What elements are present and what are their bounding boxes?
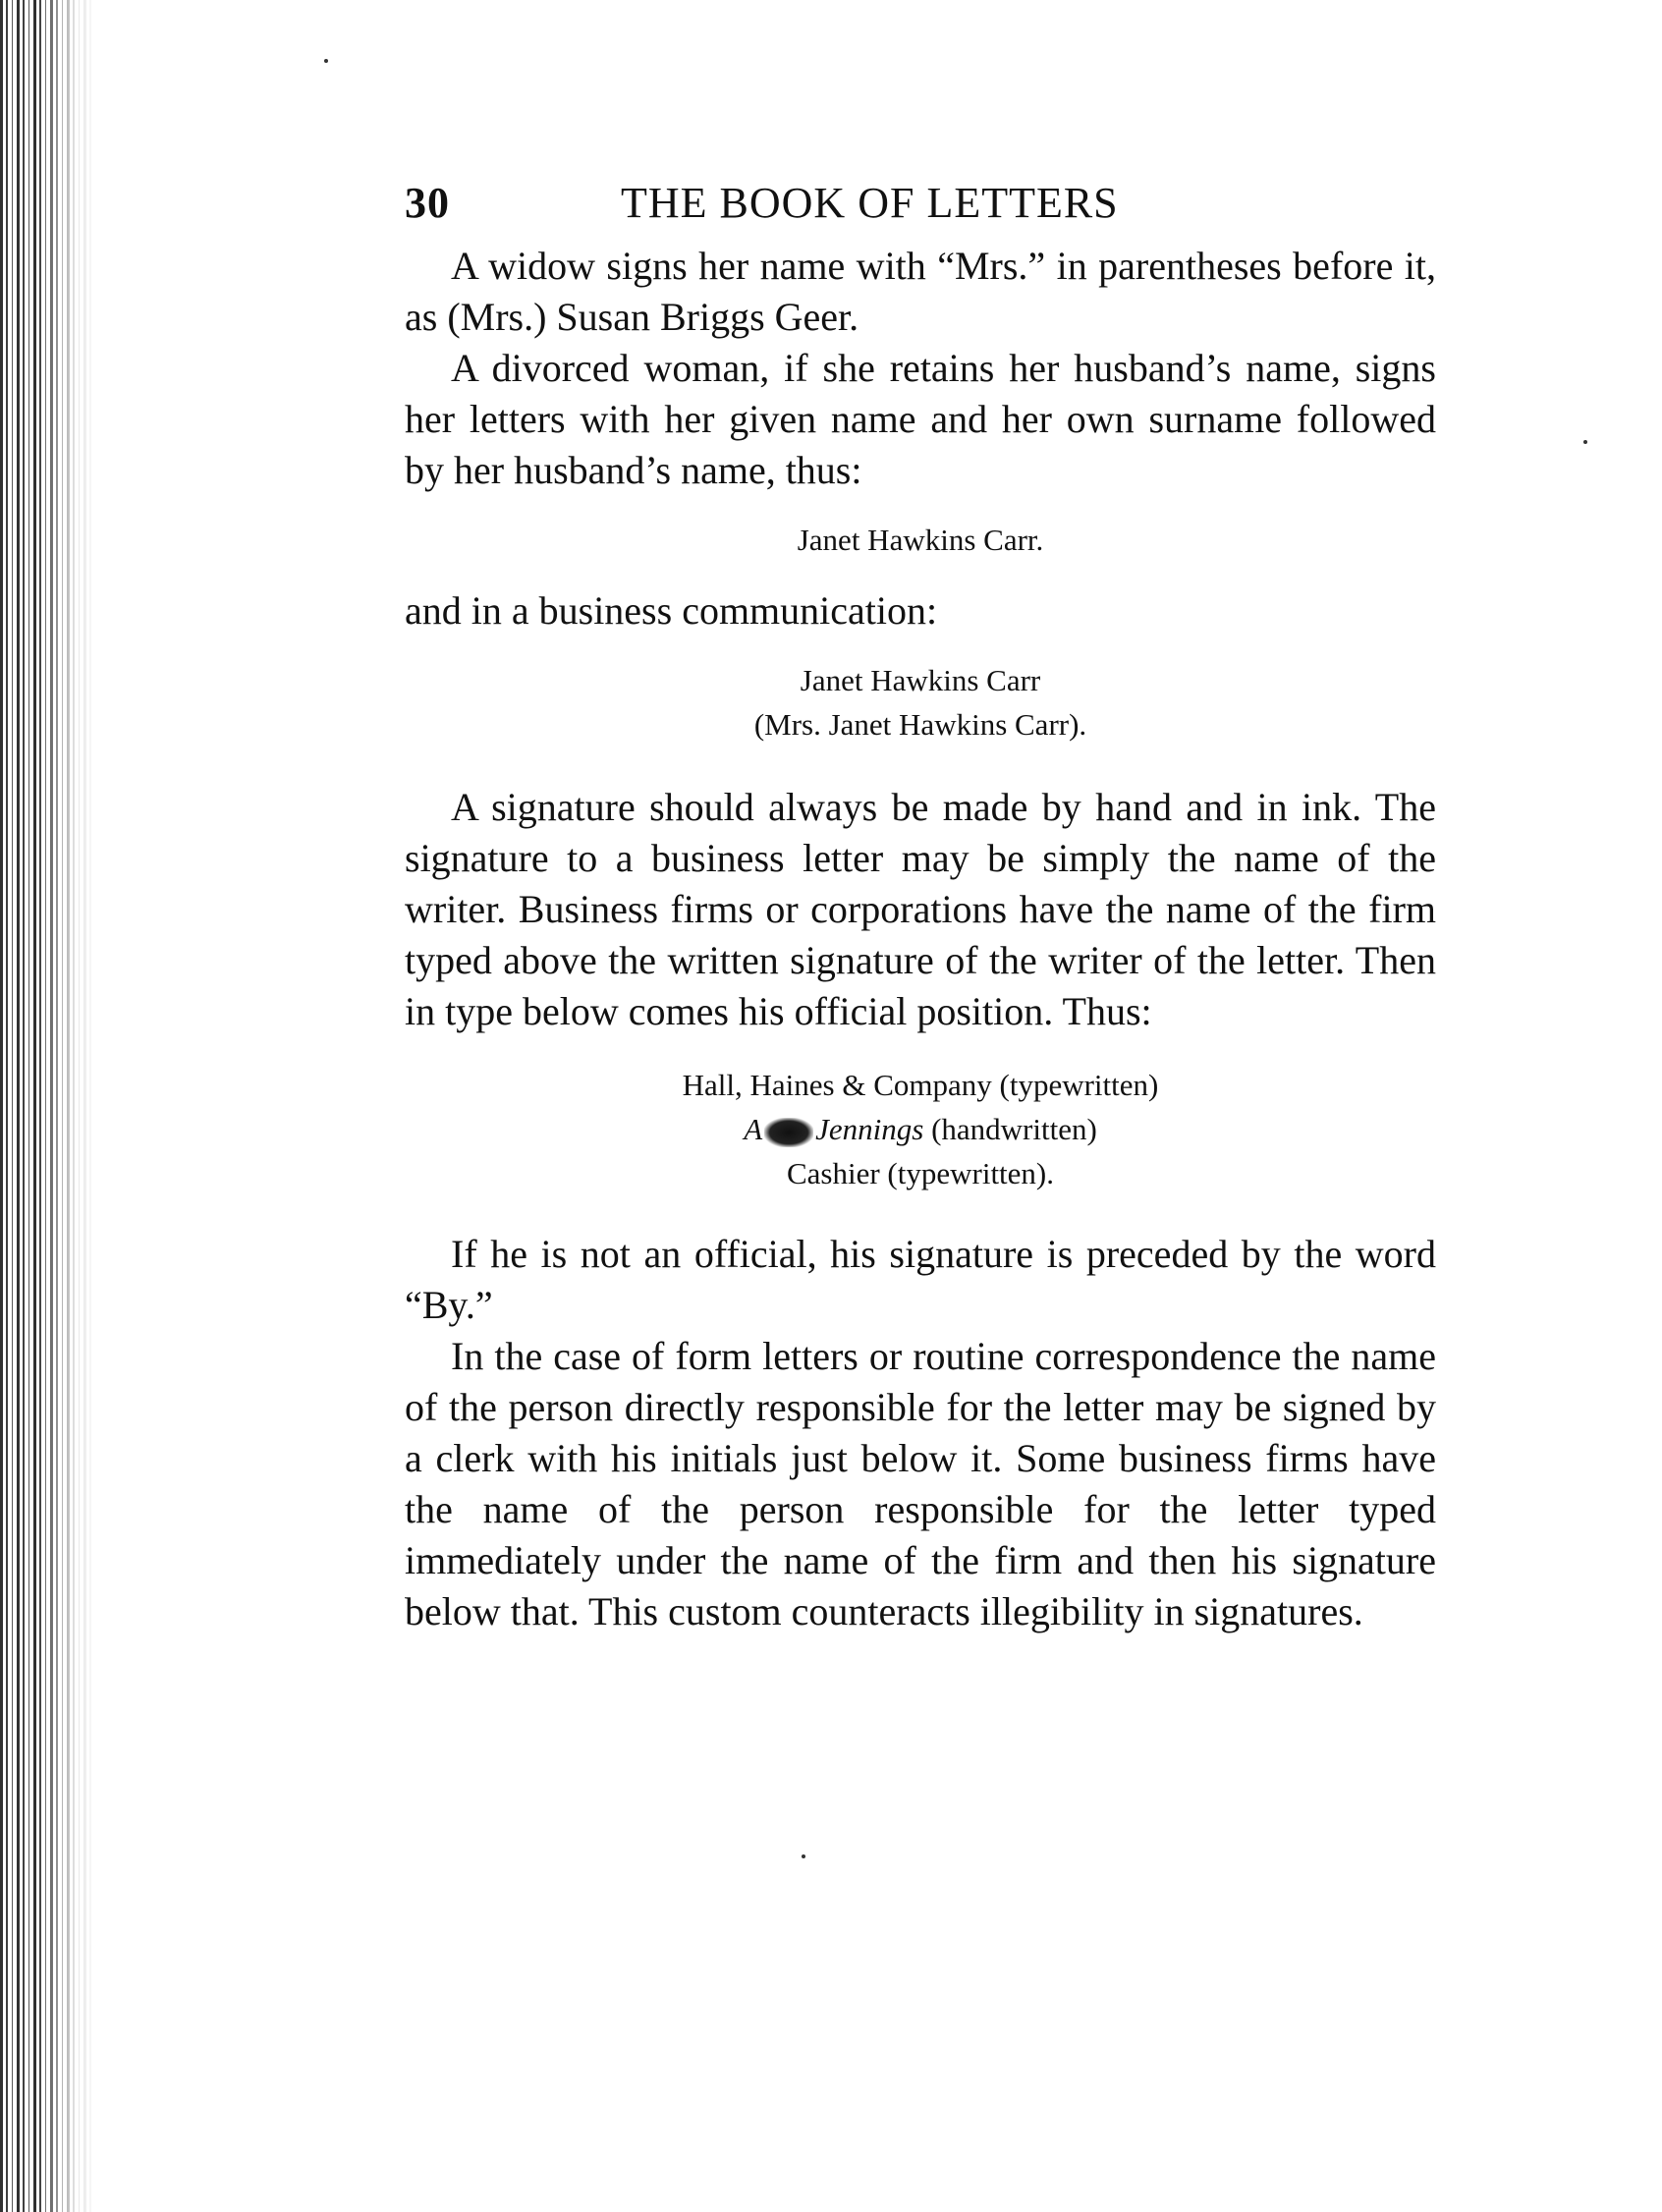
handwritten-name: Jennings <box>815 1112 924 1146</box>
scan-speck <box>324 59 328 63</box>
running-head <box>405 172 1436 241</box>
example-signature-firm <box>405 1063 1436 1195</box>
book-page <box>405 172 1436 1637</box>
paragraph-signature-rules: A signature should always be made by hand and in ink. The signature to a business letter may be simply the name of the writer. Business firms or corporations have the name of the firm typed above the written signature of the writer of the letter. Then in type below comes his official position. Thus: <box>405 785 1436 1033</box>
paragraph-business-intro: and in a business communication: <box>405 588 938 633</box>
paragraph-form-letters: In the case of form letters or routine correspondence the name of the person directly responsible for the letter may be signed by a clerk with his initials just below it. Some business firms have the name of the person responsible for the letter typed immediately under the name of the firm and then his signature below that. This custom counteracts illegibility in signatures. <box>405 1334 1436 1633</box>
scan-speck <box>802 1854 805 1858</box>
example-position-line: Cashier (typewritten). <box>786 1156 1055 1190</box>
paragraph-non-official: If he is not an official, his signature is preceded by the word “By.” <box>405 1232 1436 1327</box>
running-title: THE BOOK OF LETTERS <box>621 179 1119 227</box>
example-handwritten-line <box>405 1107 1436 1151</box>
scan-speck <box>1583 440 1587 444</box>
page-number: 30 <box>405 179 450 227</box>
example-line: (Mrs. Janet Hawkins Carr). <box>753 707 1087 742</box>
handwritten-note: (handwritten) <box>923 1112 1097 1146</box>
example-line: Janet Hawkins Carr. <box>797 523 1044 557</box>
paragraph-divorced: A divorced woman, if she retains her husband’s name, signs her letters with her given name and her own surname followed by her husband’s name, thus: <box>405 346 1436 492</box>
binding-shadow <box>39 0 98 2212</box>
handwritten-initial: A <box>744 1112 763 1146</box>
ink-blot <box>764 1118 813 1147</box>
paragraph-widow: A widow signs her name with “Mrs.” in parentheses before it, as (Mrs.) Susan Briggs Geer. <box>405 244 1436 339</box>
example-signature-social <box>405 518 1436 562</box>
example-signature-business <box>405 658 1436 747</box>
example-line: Janet Hawkins Carr <box>800 663 1041 697</box>
example-firm-line: Hall, Haines & Company (typewritten) <box>682 1068 1159 1102</box>
